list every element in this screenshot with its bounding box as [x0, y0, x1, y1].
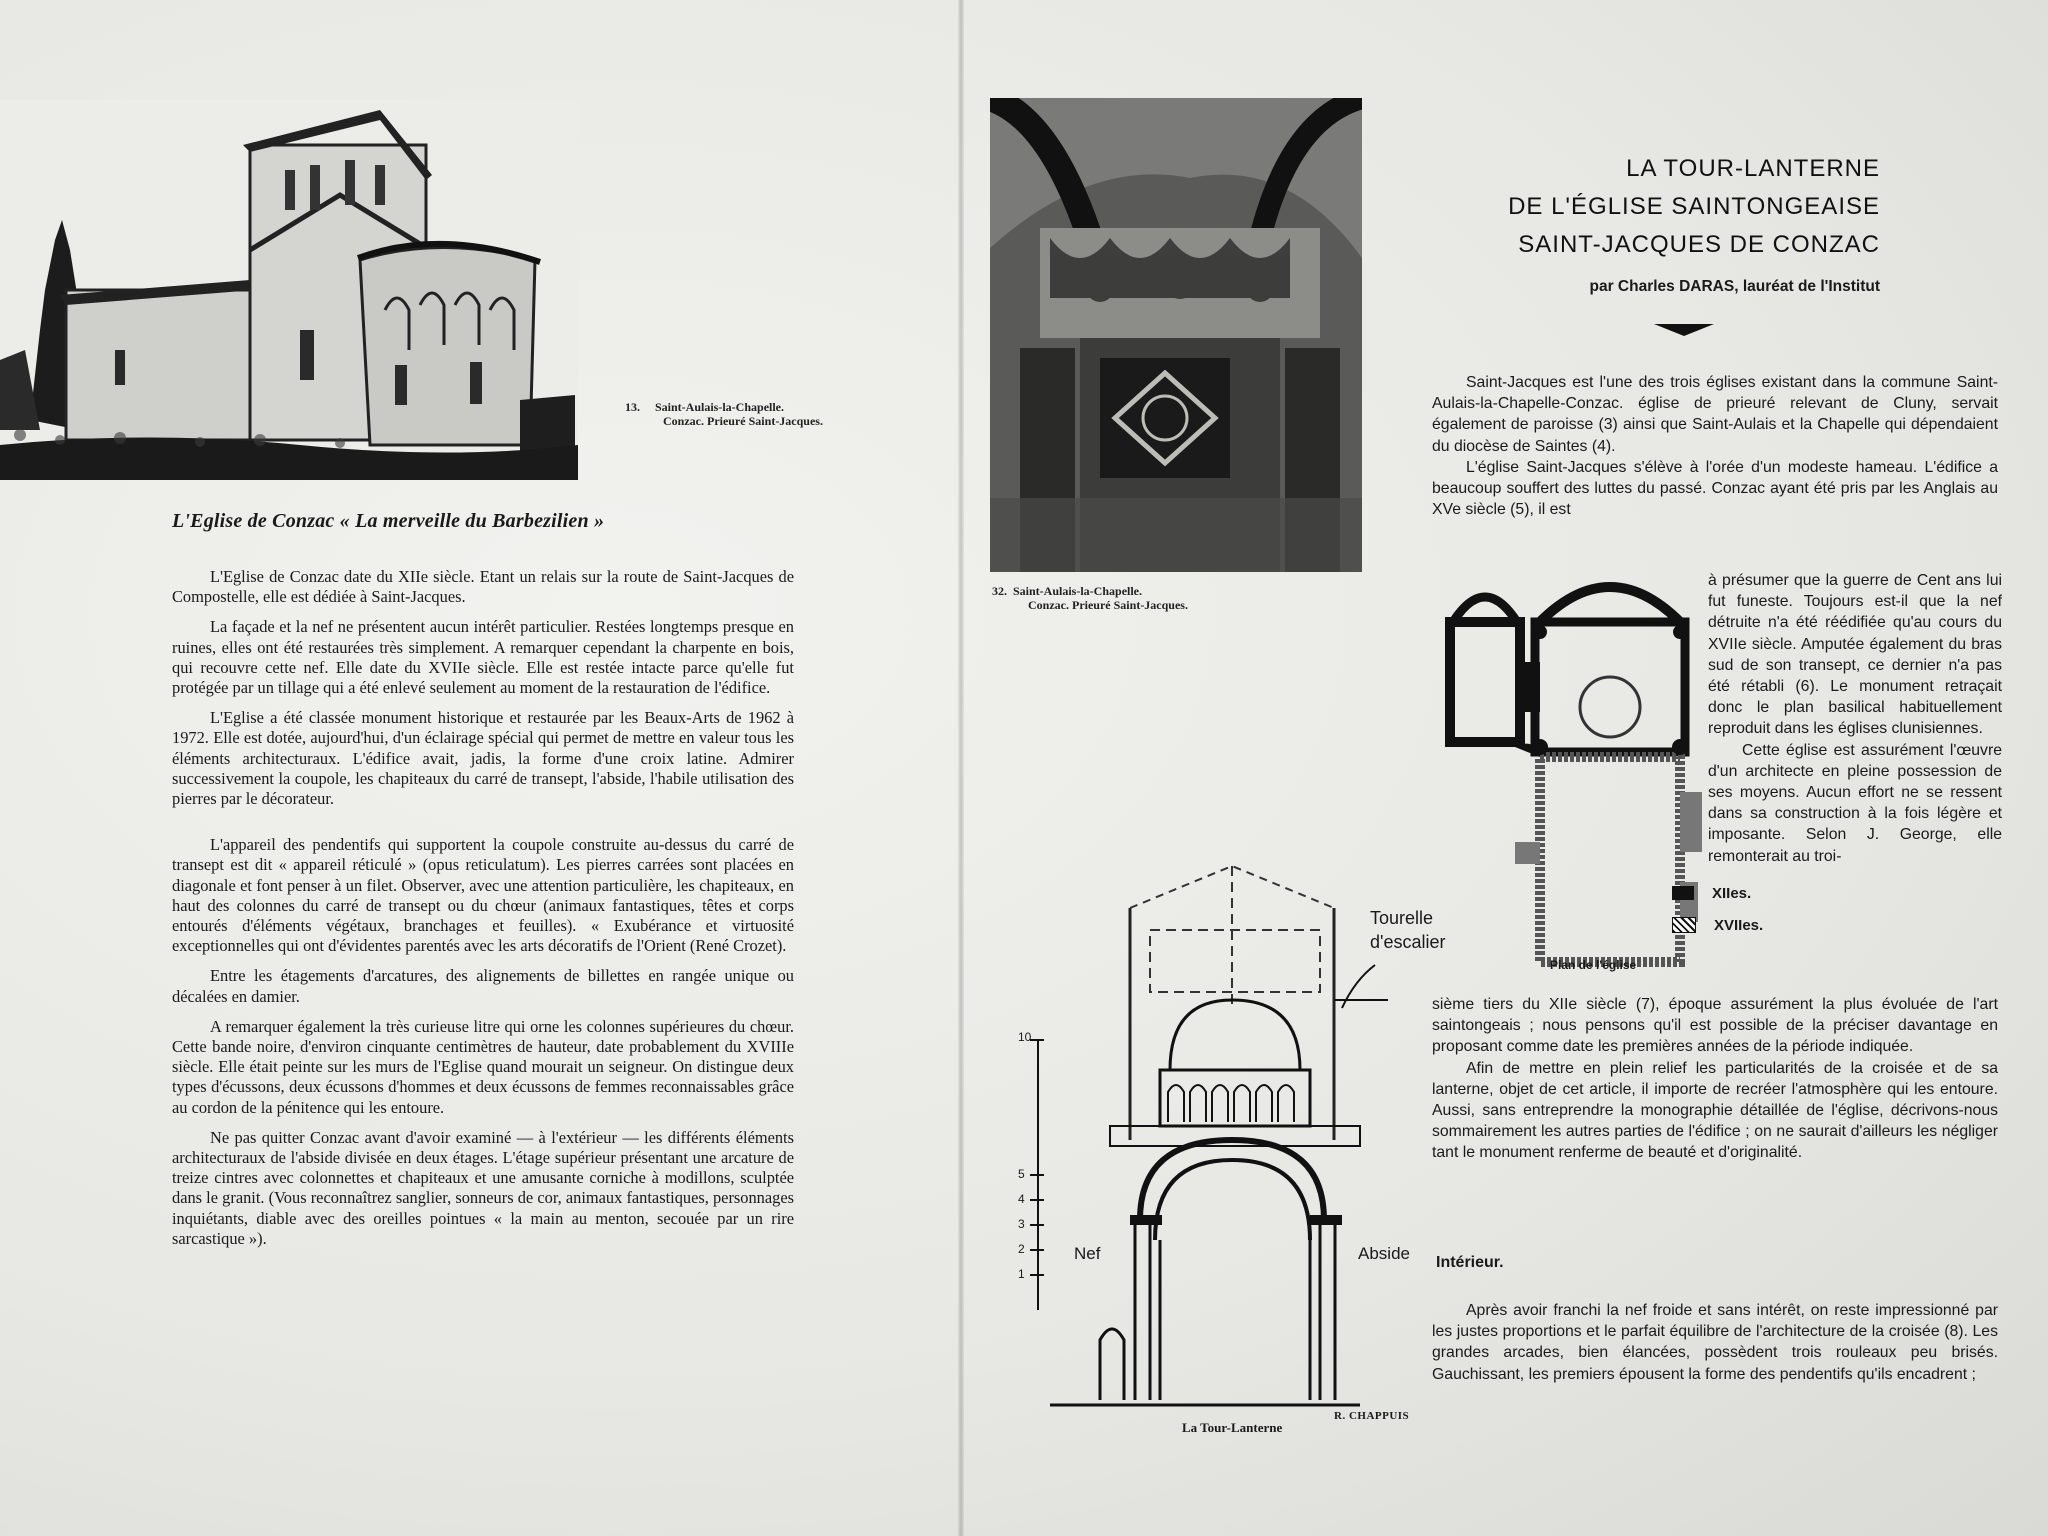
scale-label-5: 5 [1018, 1167, 1025, 1181]
tourelle-label-line-1: Tourelle [1370, 908, 1434, 928]
nef-label: Nef [1074, 1244, 1101, 1263]
caption-line-2: Conzac. Prieuré Saint-Jacques. [1028, 598, 1188, 612]
title-line: LA TOUR-LANTERNE [1626, 155, 1880, 182]
legend-swatch-17 [1672, 917, 1696, 933]
legend-label-17: XVIIes. [1714, 916, 1764, 934]
scale-label-1: 1 [1018, 1267, 1025, 1281]
right-photo-caption [992, 584, 1188, 612]
tourelle-label [1370, 906, 1445, 954]
caption-line-1: Saint-Aulais-la-Chapelle. [1013, 584, 1143, 598]
left-paragraph: L'Eglise de Conzac date du XIIe siècle. Etant un relais sur la route de Saint-Jacques de Compostelle, elle est dédiée à Saint-Jacques. [172, 567, 794, 607]
tourelle-label-line-2: d'escalier [1370, 932, 1446, 952]
right-paragraph: Afin de mettre en plein relief les particularités de la croisée et de sa lanterne, objet de cet article, il importe de recréer l'atmosphère qui les entoure. Aussi, sans entreprendre la monographie détaillée de l'église, décrivons-nous sommairement les autres parties de l'édifice ; on ne saurait d'ailleurs les négliger tant le monument renferme de beauté et d'originalité. [1432, 1059, 1998, 1162]
right-body-bottom [1432, 994, 1998, 1164]
left-page [0, 0, 958, 1536]
abside-label: Abside [1358, 1244, 1410, 1263]
right-paragraph: Cette église est assurément l'œuvre d'un architecte en pleine possession de ses moyens. Aucun effort ne se ressent dans sa construction à la fois légère et imposante. Selon J. George, elle remonterait au troi- [1708, 741, 2002, 865]
right-body-interior [1432, 1300, 1998, 1385]
title-line: SAINT-JACQUES DE CONZAC [1518, 231, 1880, 258]
ornament-icon [1652, 320, 1716, 338]
left-paragraph: L'Eglise a été classée monument historique et restaurée par les Beaux-Arts de 1962 à 1972. Elle est dotée, aujourd'hui, d'un éclairage spécial qui permet de mettre en valeur tous les éléments architecturaux. L'édifice avait, jadis, la forme d'une croix latine. Admirer successivement la coupole, les chapiteaux du carré de transept, l'abside, l'habile utilisation des pierres par le décorateur. [172, 708, 794, 809]
left-page-subtitle: L'Eglise de Conzac « La merveille du Barbezilien » [172, 510, 605, 532]
left-paragraph: A remarquer également la très curieuse litre qui orne les colonnes supérieures du chœur. Cette bande noire, d'environ cinquante centimètres de hauteur, date probablement du XVIIIe siècle. Elle était peinte sur les murs de l'Eglise quand mourait un seigneur. On distingue deux types d'écussons, deux écussons d'hommes et deux écussons de femmes reconnaissables grâce au cordon de la pénitence qui les entoure. [172, 1016, 794, 1117]
left-paragraph: Entre les étagements d'arcatures, des alignements de billettes en rangée unique ou décalées en damier. [172, 966, 794, 1006]
drawing-signature: R. CHAPPUIS [1334, 1410, 1410, 1422]
title-line: DE L'ÉGLISE SAINTONGEAISE [1508, 193, 1880, 220]
legend-label-12: XIIes. [1712, 884, 1752, 902]
left-body-text [172, 567, 794, 1259]
legend-swatch-12 [1672, 886, 1694, 900]
caption-number: 13. [625, 400, 640, 414]
tower-section-drawing [1010, 860, 1390, 1410]
scale-label-10: 10 [1018, 1030, 1032, 1044]
section-caption: La Tour-Lanterne [1182, 1420, 1283, 1435]
caption-line-1: Saint-Aulais-la-Chapelle. [655, 400, 785, 414]
scale-label-4: 4 [1018, 1192, 1025, 1206]
plan-legend [1672, 880, 1792, 938]
left-photo-caption [625, 400, 823, 428]
byline: par Charles DARAS, lauréat de l'Institut [1589, 278, 1880, 295]
right-paragraph: Saint-Jacques est l'une des trois églises existant dans la commune Saint-Aulais-la-Chapelle-Conzac. église de prieuré relevant de Cluny, servait également de paroisse (3) ainsi que Saint-Aulais et la Chapelle qui dépendaient du diocèse de Saintes (4). [1432, 374, 1998, 455]
right-body-top [1432, 372, 1998, 520]
caption-line-2: Conzac. Prieuré Saint-Jacques. [663, 414, 823, 428]
scale-label-3: 3 [1018, 1217, 1025, 1231]
right-paragraph: Après avoir franchi la nef froide et sans intérêt, on reste impressionné par les justes proportions et le parfait équilibre de l'architecture de la croisée (8). Les grandes arcades, bien élancées, possèdent trois rouleaux peu brisés. Gauchissant, les premiers épousent la forme des pendentifs qu'ils encadrent ; [1432, 1302, 1998, 1383]
right-paragraph: L'église Saint-Jacques s'élève à l'orée d'un modeste hameau. L'édifice a beaucoup souffert des luttes du passé. Conzac ayant été pris par les Anglais au XVe siècle (5), il est [1432, 458, 1998, 519]
plan-caption: Plan de l'église [1550, 958, 1637, 972]
left-paragraph: Ne pas quitter Conzac avant d'avoir examiné — à l'extérieur — les différents éléments architecturaux de l'abside divisée en deux étages. L'étage supérieur présentant une arcature de treize cintres avec colonnettes et chapiteaux et une amusante corniche à modillons, sculptée dans le granit. (Vous reconnaîtrez sanglier, sonneurs de cor, animaux fantastiques, personnages inquiétants, diable avec des oreilles pointues « la main au menton, secouée par un rire sarcastique »). [172, 1127, 794, 1248]
page-fold [958, 0, 964, 1536]
caption-number: 32. [992, 584, 1007, 598]
right-paragraph: à présumer que la guerre de Cent ans lui fut funeste. Toujours est-il que la nef détruite n'a été réédifiée qu'au cours du XVIIe siècle. Amputée également du bras sud de son transept, ce dernier n'a pas été rétabli (6). Le monument retraçait donc le plan basilical habituellement reproduit dans les églises clunisiennes. [1708, 572, 2002, 738]
church-floor-plan [1440, 572, 1710, 972]
scale-label-2: 2 [1018, 1242, 1025, 1256]
church-exterior-photo [0, 100, 578, 480]
capital-interior-photo [990, 98, 1362, 572]
right-body-beside-plan [1708, 570, 2002, 867]
right-paragraph: sième tiers du XIIe siècle (7), époque assurément la plus évoluée de l'art saintongeais ; nous pensons qu'il est possible de la préciser davantage en proposant comme date les premières années de la période indiquée. [1432, 996, 1998, 1056]
left-paragraph: L'appareil des pendentifs qui supportent la coupole construite au-dessus du carré de transept est dit « appareil réticulé » (opus reticulatum). Les pierres carrées sont placées en diagonale et font penser à un filet. Observer, avec une attention particulière, les chapiteaux, en haut des colonnes du carré de transept ou du chœur (animaux fantastiques, têtes et corps entourés d'éléments végétaux, branchages et feuilles). « Exubérance et virtuosité exceptionnelles qui ont d'évidentes parentés avec les arts décoratifs de l'Orient (René Crozet). [172, 835, 794, 956]
left-paragraph: La façade et la nef ne présentent aucun intérêt particulier. Restées longtemps presque en ruines, elles ont été restaurées très simplement. A remarquer cependant la charpente en bois, qui recouvre cette nef. Elle date du XVIIe siècle. Elle est restée intacte parce qu'elle fut protégée par un tillage qui a été enlevé seulement au moment de la restauration de l'édifice. [172, 617, 794, 698]
article-title [1420, 150, 1880, 296]
section-heading: Intérieur. [1436, 1254, 1504, 1271]
